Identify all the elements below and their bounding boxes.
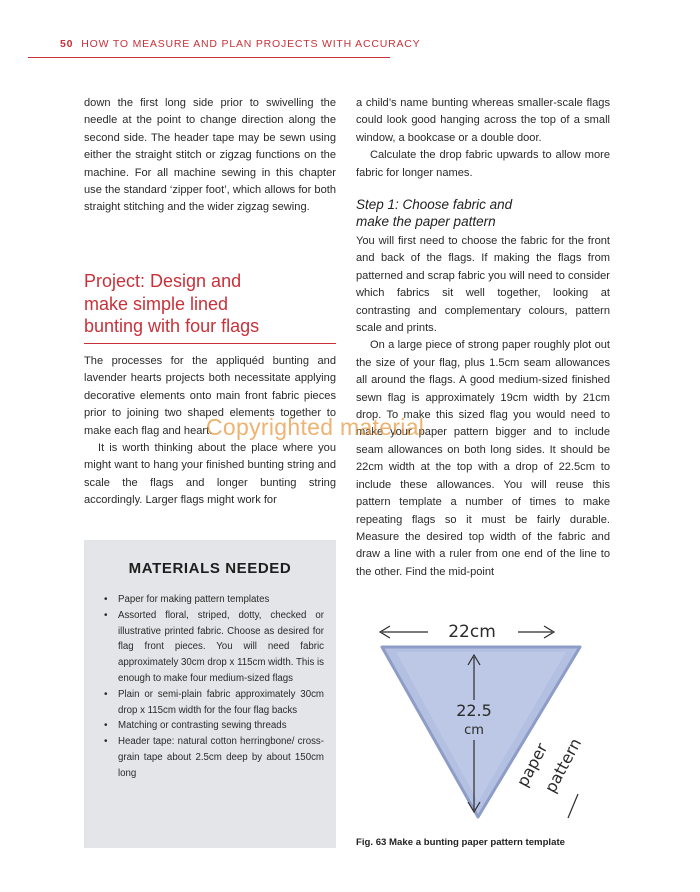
figure-caption: Fig. 63 Make a bunting paper pattern template [356,837,565,848]
paragraph: Calculate the drop fabric upwards to allow more fabric for longer names. [356,149,610,179]
right-column-intro [356,95,610,182]
list-item [102,592,324,608]
bullet-icon: • [104,609,108,621]
list-item-text: Assorted floral, striped, dotty, checked or illustrative printed fabric. Choose as desired for flag front pieces. You will need fabric approximately 30cm drop x 115cm width. This is enough to make four medium-sized flags [118,609,324,684]
list-item-text: Paper for making pattern templates [118,594,270,605]
list-item [102,687,324,719]
project-heading-line: make simple lined [84,293,229,314]
project-heading-line: bunting with four flags [84,316,260,336]
paragraph: On a large piece of strong paper roughly plot out the size of your flag, plus 1.5cm seam allowances all around the flags. A good medium-sized finished sewn flag is approximately 19cm width by 21cm drop. To make this sized flag you would need to make your paper pattern bigger and to include seam allowances on both long sides. It should be 22cm width at the top with a drop of 22.5cm to include these allowances. You will reuse this pattern template a number of times to make repeating flags so it must be fairly durable. Measure the desired top width of the fabric and draw a line with a ruler from one end of the line to the other. Find the mid-point [356,339,610,578]
width-label: 22cm [448,622,496,642]
running-header [60,38,420,50]
list-item-text: Header tape: natural cotton herringbone/ cross-grain tape about 2.5cm deep by about 150cm long [118,736,324,779]
list-item-text: Plain or semi-plain fabric approximately 30cm drop x 115cm width for the four flag backs [118,688,324,716]
list-item [102,608,324,687]
step-body [356,233,610,581]
header-rule [28,57,390,58]
paragraph: The processes for the appliquéd bunting and lavender hearts projects both necessitate applying decorative elements onto main front fabric pieces prior to joining two shaped elements together to make each flag and heart. [84,355,336,437]
bunting-pattern-figure [356,612,610,834]
drop-label-unit: cm [464,723,484,738]
side-label-paper: paper [512,739,552,790]
left-column-intro [84,95,336,217]
step-heading [356,197,610,230]
page-number: 50 [60,38,74,50]
list-item-text: Matching or contrasting sewing threads [118,720,287,732]
materials-title: MATERIALS NEEDED [128,560,292,577]
paragraph: It is worth thinking about the place where you might want to hang your finished bunting string and scale the flags and longer bunting string accordingly. Larger flags might work for [84,442,336,507]
bullet-icon: • [104,688,108,700]
side-label-pattern: pattern [540,735,586,796]
materials-list [102,592,324,782]
paragraph: a child’s name bunting whereas smaller-scale flags could look good hanging across the top of a small window, a bookcase or a double door. [356,97,610,144]
step-heading-line: make the paper pattern [356,213,496,229]
watermark: Copyrighted material [206,414,425,440]
running-header-title: HOW TO MEASURE AND PLAN PROJECTS WITH ACCURACY [81,38,421,50]
paragraph: down the first long side prior to swivelling the needle at the point to change direction along the second side. The header tape may be sewn using either the straight stitch or zigzag functions on the machine. For all machine sewing in this chapter use the standard ‘zipper foot’, which allows for both straight stitching and the wider zigzag sewing. [84,97,336,214]
drop-label-value: 22.5 [456,701,492,720]
project-heading-line: Project: Design and [84,271,242,291]
list-item [102,734,324,781]
project-heading [84,270,336,338]
step-heading-line: Step 1: Choose fabric and [356,197,513,212]
pencil-stroke [568,794,578,818]
bullet-icon: • [104,594,108,605]
project-heading-rule [84,343,336,344]
bullet-icon: • [104,720,108,732]
bullet-icon: • [104,736,108,748]
list-item [102,718,324,734]
paragraph: You will first need to choose the fabric for the front and back of the flags. If making the flags from patterned and scrap fabric you will need to consider which fabrics sit well together, looking at contrasting and complementary colours, pattern scale and prints. [356,235,610,335]
materials-box [84,540,336,848]
